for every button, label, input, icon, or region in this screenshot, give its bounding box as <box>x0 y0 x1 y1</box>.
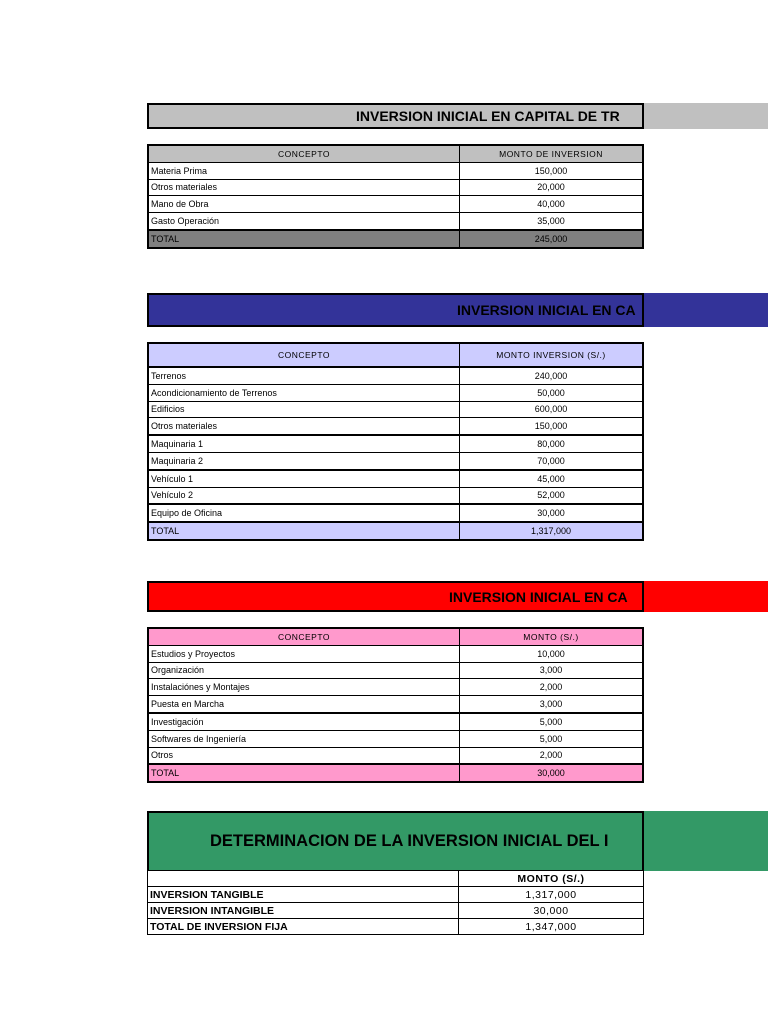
header-monto: MONTO (S/.) <box>459 871 644 887</box>
table-row <box>148 696 643 713</box>
banner-overflow-mask <box>644 103 768 129</box>
monto-cell: 150,000 <box>460 418 644 435</box>
header-monto: MONTO (S/.) <box>460 628 644 645</box>
total-row <box>148 764 643 782</box>
concepto-cell: Materia Prima <box>148 162 460 179</box>
table-row <box>148 196 643 213</box>
concepto-cell: Maquinaria 1 <box>148 435 460 452</box>
monto-cell: 150,000 <box>460 162 644 179</box>
table-header <box>148 343 643 367</box>
monto-cell: 35,000 <box>460 213 644 230</box>
monto-cell: 1,317,000 <box>459 887 644 903</box>
header-monto: MONTO DE INVERSION <box>460 145 644 162</box>
concepto-cell: TOTAL <box>148 522 460 540</box>
concepto-cell: Organización <box>148 662 460 679</box>
table-row <box>148 452 643 469</box>
concepto-cell: Mano de Obra <box>148 196 460 213</box>
concepto-cell: Acondicionamiento de Terrenos <box>148 384 460 401</box>
capital-trabajo-table <box>147 144 644 249</box>
concepto-cell: Maquinaria 2 <box>148 452 460 469</box>
monto-cell: 80,000 <box>460 435 644 452</box>
table-row <box>148 645 643 662</box>
concepto-cell: Edificios <box>148 401 460 418</box>
total-row <box>148 230 643 248</box>
table-row <box>148 384 643 401</box>
concepto-cell: INVERSION INTANGIBLE <box>148 903 459 919</box>
table-row <box>148 903 644 919</box>
table-row <box>148 713 643 730</box>
concepto-cell: Puesta en Marcha <box>148 696 460 713</box>
concepto-cell: Otros <box>148 747 460 764</box>
inversion-inicial-banner <box>147 811 768 871</box>
concepto-cell: Otros materiales <box>148 179 460 196</box>
capital-trabajo-title: INVERSION INICIAL EN CAPITAL DE TR <box>356 108 620 124</box>
monto-cell: 245,000 <box>460 230 644 248</box>
concepto-cell: Vehículo 2 <box>148 487 460 504</box>
monto-cell: 10,000 <box>460 645 644 662</box>
table-row <box>148 730 643 747</box>
monto-cell: 2,000 <box>460 747 644 764</box>
table-row <box>148 179 643 196</box>
concepto-cell: Otros materiales <box>148 418 460 435</box>
inversion-inicial-title: DETERMINACION DE LA INVERSION INICIAL DEL I <box>210 831 609 850</box>
concepto-cell: Gasto Operación <box>148 213 460 230</box>
monto-cell: 20,000 <box>460 179 644 196</box>
concepto-cell: Investigación <box>148 713 460 730</box>
header-blank <box>148 871 459 887</box>
table-header <box>148 871 644 887</box>
monto-cell: 5,000 <box>460 730 644 747</box>
capital-fijo-intangible-table <box>147 627 644 783</box>
monto-cell: 600,000 <box>460 401 644 418</box>
monto-cell: 30,000 <box>460 764 644 782</box>
monto-cell: 240,000 <box>460 367 644 384</box>
concepto-cell: TOTAL <box>148 764 460 782</box>
table-row <box>148 418 643 435</box>
header-monto: MONTO INVERSION (S/.) <box>460 343 644 367</box>
concepto-cell: TOTAL <box>148 230 460 248</box>
monto-cell: 30,000 <box>459 903 644 919</box>
table-row <box>148 401 643 418</box>
capital-fijo-intangible-banner <box>147 581 768 612</box>
monto-cell: 40,000 <box>460 196 644 213</box>
concepto-cell: Equipo de Oficina <box>148 504 460 522</box>
header-concepto: CONCEPTO <box>148 628 460 645</box>
capital-fijo-tangible-table <box>147 342 644 541</box>
monto-cell: 50,000 <box>460 384 644 401</box>
monto-cell: 1,317,000 <box>460 522 644 540</box>
concepto-cell: Vehículo 1 <box>148 470 460 487</box>
concepto-cell: INVERSION TANGIBLE <box>148 887 459 903</box>
table-row <box>148 487 643 504</box>
table-row <box>148 435 643 452</box>
table-row <box>148 213 643 230</box>
capital-fijo-tangible-title: INVERSION INICIAL EN CA <box>457 302 636 318</box>
monto-cell: 1,347,000 <box>459 919 644 935</box>
concepto-cell: Terrenos <box>148 367 460 384</box>
table-row <box>148 919 644 935</box>
total-row <box>148 522 643 540</box>
table-row <box>148 679 643 696</box>
table-header <box>148 628 643 645</box>
concepto-cell: Softwares de Ingeniería <box>148 730 460 747</box>
table-row <box>148 504 643 522</box>
header-concepto: CONCEPTO <box>148 145 460 162</box>
capital-fijo-tangible-banner <box>147 293 768 327</box>
header-concepto: CONCEPTO <box>148 343 460 367</box>
table-row <box>148 662 643 679</box>
table-row <box>148 367 643 384</box>
table-header <box>148 145 643 162</box>
table-row <box>148 162 643 179</box>
monto-cell: 3,000 <box>460 662 644 679</box>
monto-cell: 70,000 <box>460 452 644 469</box>
table-row <box>148 887 644 903</box>
table-row <box>148 747 643 764</box>
inversion-fija-summary-table <box>147 870 644 935</box>
monto-cell: 52,000 <box>460 487 644 504</box>
monto-cell: 3,000 <box>460 696 644 713</box>
monto-cell: 30,000 <box>460 504 644 522</box>
monto-cell: 2,000 <box>460 679 644 696</box>
monto-cell: 45,000 <box>460 470 644 487</box>
concepto-cell: TOTAL DE INVERSION FIJA <box>148 919 459 935</box>
capital-fijo-intangible-title: INVERSION INICIAL EN CA <box>449 588 628 605</box>
concepto-cell: Instalaciónes y Montajes <box>148 679 460 696</box>
table-row <box>148 470 643 487</box>
concepto-cell: Estudios y Proyectos <box>148 645 460 662</box>
monto-cell: 5,000 <box>460 713 644 730</box>
